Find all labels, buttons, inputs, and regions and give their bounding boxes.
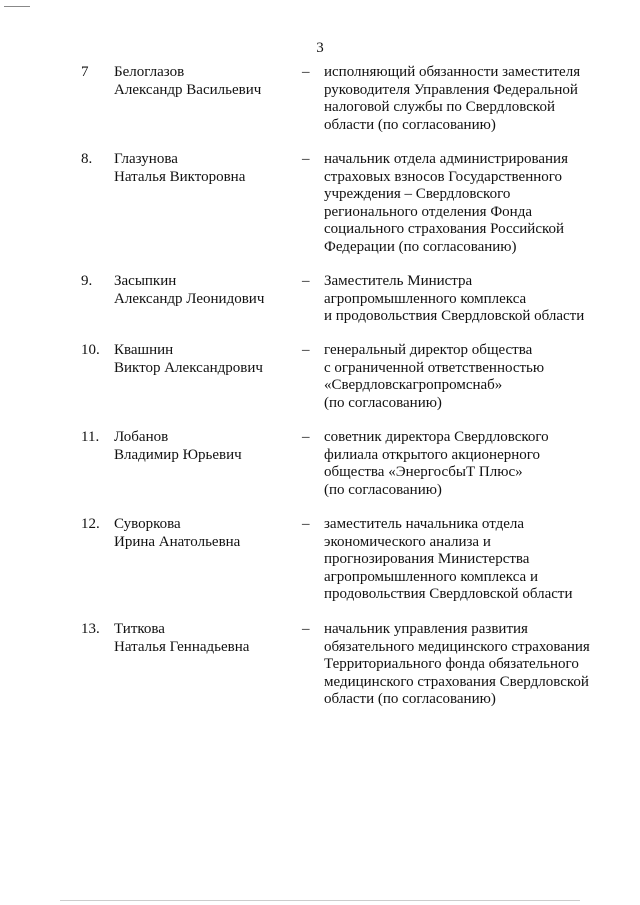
item-number: 7 <box>81 64 89 80</box>
description-line: начальник управления развития <box>324 621 528 637</box>
item-number: 12. <box>81 516 100 532</box>
description-line: области (по согласованию) <box>324 116 496 133</box>
given-names: Александр Васильевич <box>114 81 262 98</box>
description-line: Территориального фонда обязательного <box>324 656 579 672</box>
description-line: начальник отдела администрирования <box>324 151 568 167</box>
dash: – <box>302 516 310 532</box>
position-description <box>324 273 624 326</box>
description-line: агропромышленного комплекса и <box>324 568 538 585</box>
surname: Глазунова <box>114 151 178 167</box>
person-name <box>114 151 294 186</box>
given-names: Виктор Александрович <box>114 359 263 376</box>
person-name <box>114 64 294 99</box>
description-line: филиала открытого акционерного <box>324 446 541 463</box>
dash: – <box>302 342 310 358</box>
description-line: продовольствия Свердловской области <box>324 586 573 602</box>
given-names: Наталья Викторовна <box>114 168 246 185</box>
description-line: Заместитель Министра <box>324 273 473 289</box>
description-line: Федерации (по согласованию) <box>324 238 517 255</box>
dash: – <box>302 273 310 289</box>
description-line: заместитель начальника отдела <box>324 516 524 532</box>
given-names: Александр Леонидович <box>114 290 265 307</box>
surname: Титкова <box>114 621 165 637</box>
description-line: области (по согласованию) <box>324 691 496 707</box>
given-names: Владимир Юрьевич <box>114 446 242 463</box>
dash: – <box>302 621 310 637</box>
description-line: медицинского страхования Свердловской <box>324 673 589 690</box>
description-line: прогнозирования Министерства <box>324 551 530 567</box>
person-name <box>114 342 294 377</box>
surname: Засыпкин <box>114 273 177 289</box>
position-description <box>324 516 624 604</box>
dash: – <box>302 64 310 80</box>
description-line: (по согласованию) <box>324 394 442 411</box>
item-number: 8. <box>81 151 93 167</box>
position-description <box>324 342 624 412</box>
position-description <box>324 429 624 499</box>
description-line: страховых взносов Государственного <box>324 168 563 185</box>
description-line: экономического анализа и <box>324 533 491 550</box>
description-line: агропромышленного комплекса <box>324 290 527 307</box>
dash: – <box>302 429 310 445</box>
description-line: социального страхования Российской <box>324 221 565 237</box>
person-name <box>114 516 294 551</box>
person-name <box>114 273 294 308</box>
position-description <box>324 151 624 256</box>
scan-artifact-bottom <box>60 900 580 901</box>
description-line: (по согласованию) <box>324 481 442 498</box>
page-number: 3 <box>316 40 324 56</box>
item-number: 10. <box>81 342 100 358</box>
given-names: Ирина Анатольевна <box>114 533 241 550</box>
position-description <box>324 64 624 134</box>
description-line: налоговой службы по Свердловской <box>324 99 555 115</box>
person-name <box>114 429 294 464</box>
description-line: генеральный директор общества <box>324 342 533 358</box>
given-names: Наталья Геннадьевна <box>114 638 250 655</box>
description-line: обязательного медицинского страхования <box>324 638 590 655</box>
surname: Суворкова <box>114 516 181 532</box>
position-description <box>324 621 624 709</box>
scan-artifact-top-left <box>4 6 30 7</box>
person-name <box>114 621 294 656</box>
description-line: «Свердловскагропромснаб» <box>324 377 503 393</box>
surname: Лобанов <box>114 429 169 445</box>
description-line: исполняющий обязанности заместителя <box>324 64 581 80</box>
description-line: общества «ЭнергосбыТ Плюс» <box>324 464 523 480</box>
item-number: 13. <box>81 621 100 637</box>
description-line: руководителя Управления Федеральной <box>324 81 578 98</box>
description-line: с ограниченной ответственностью <box>324 359 545 376</box>
surname: Белоглазов <box>114 64 185 80</box>
description-line: учреждения – Свердловского <box>324 186 511 202</box>
description-line: регионального отделения Фонда <box>324 203 533 220</box>
dash: – <box>302 151 310 167</box>
description-line: советник директора Свердловского <box>324 429 549 445</box>
item-number: 9. <box>81 273 93 289</box>
surname: Квашнин <box>114 342 174 358</box>
description-line: и продовольствия Свердловской области <box>324 308 585 324</box>
item-number: 11. <box>81 429 100 445</box>
